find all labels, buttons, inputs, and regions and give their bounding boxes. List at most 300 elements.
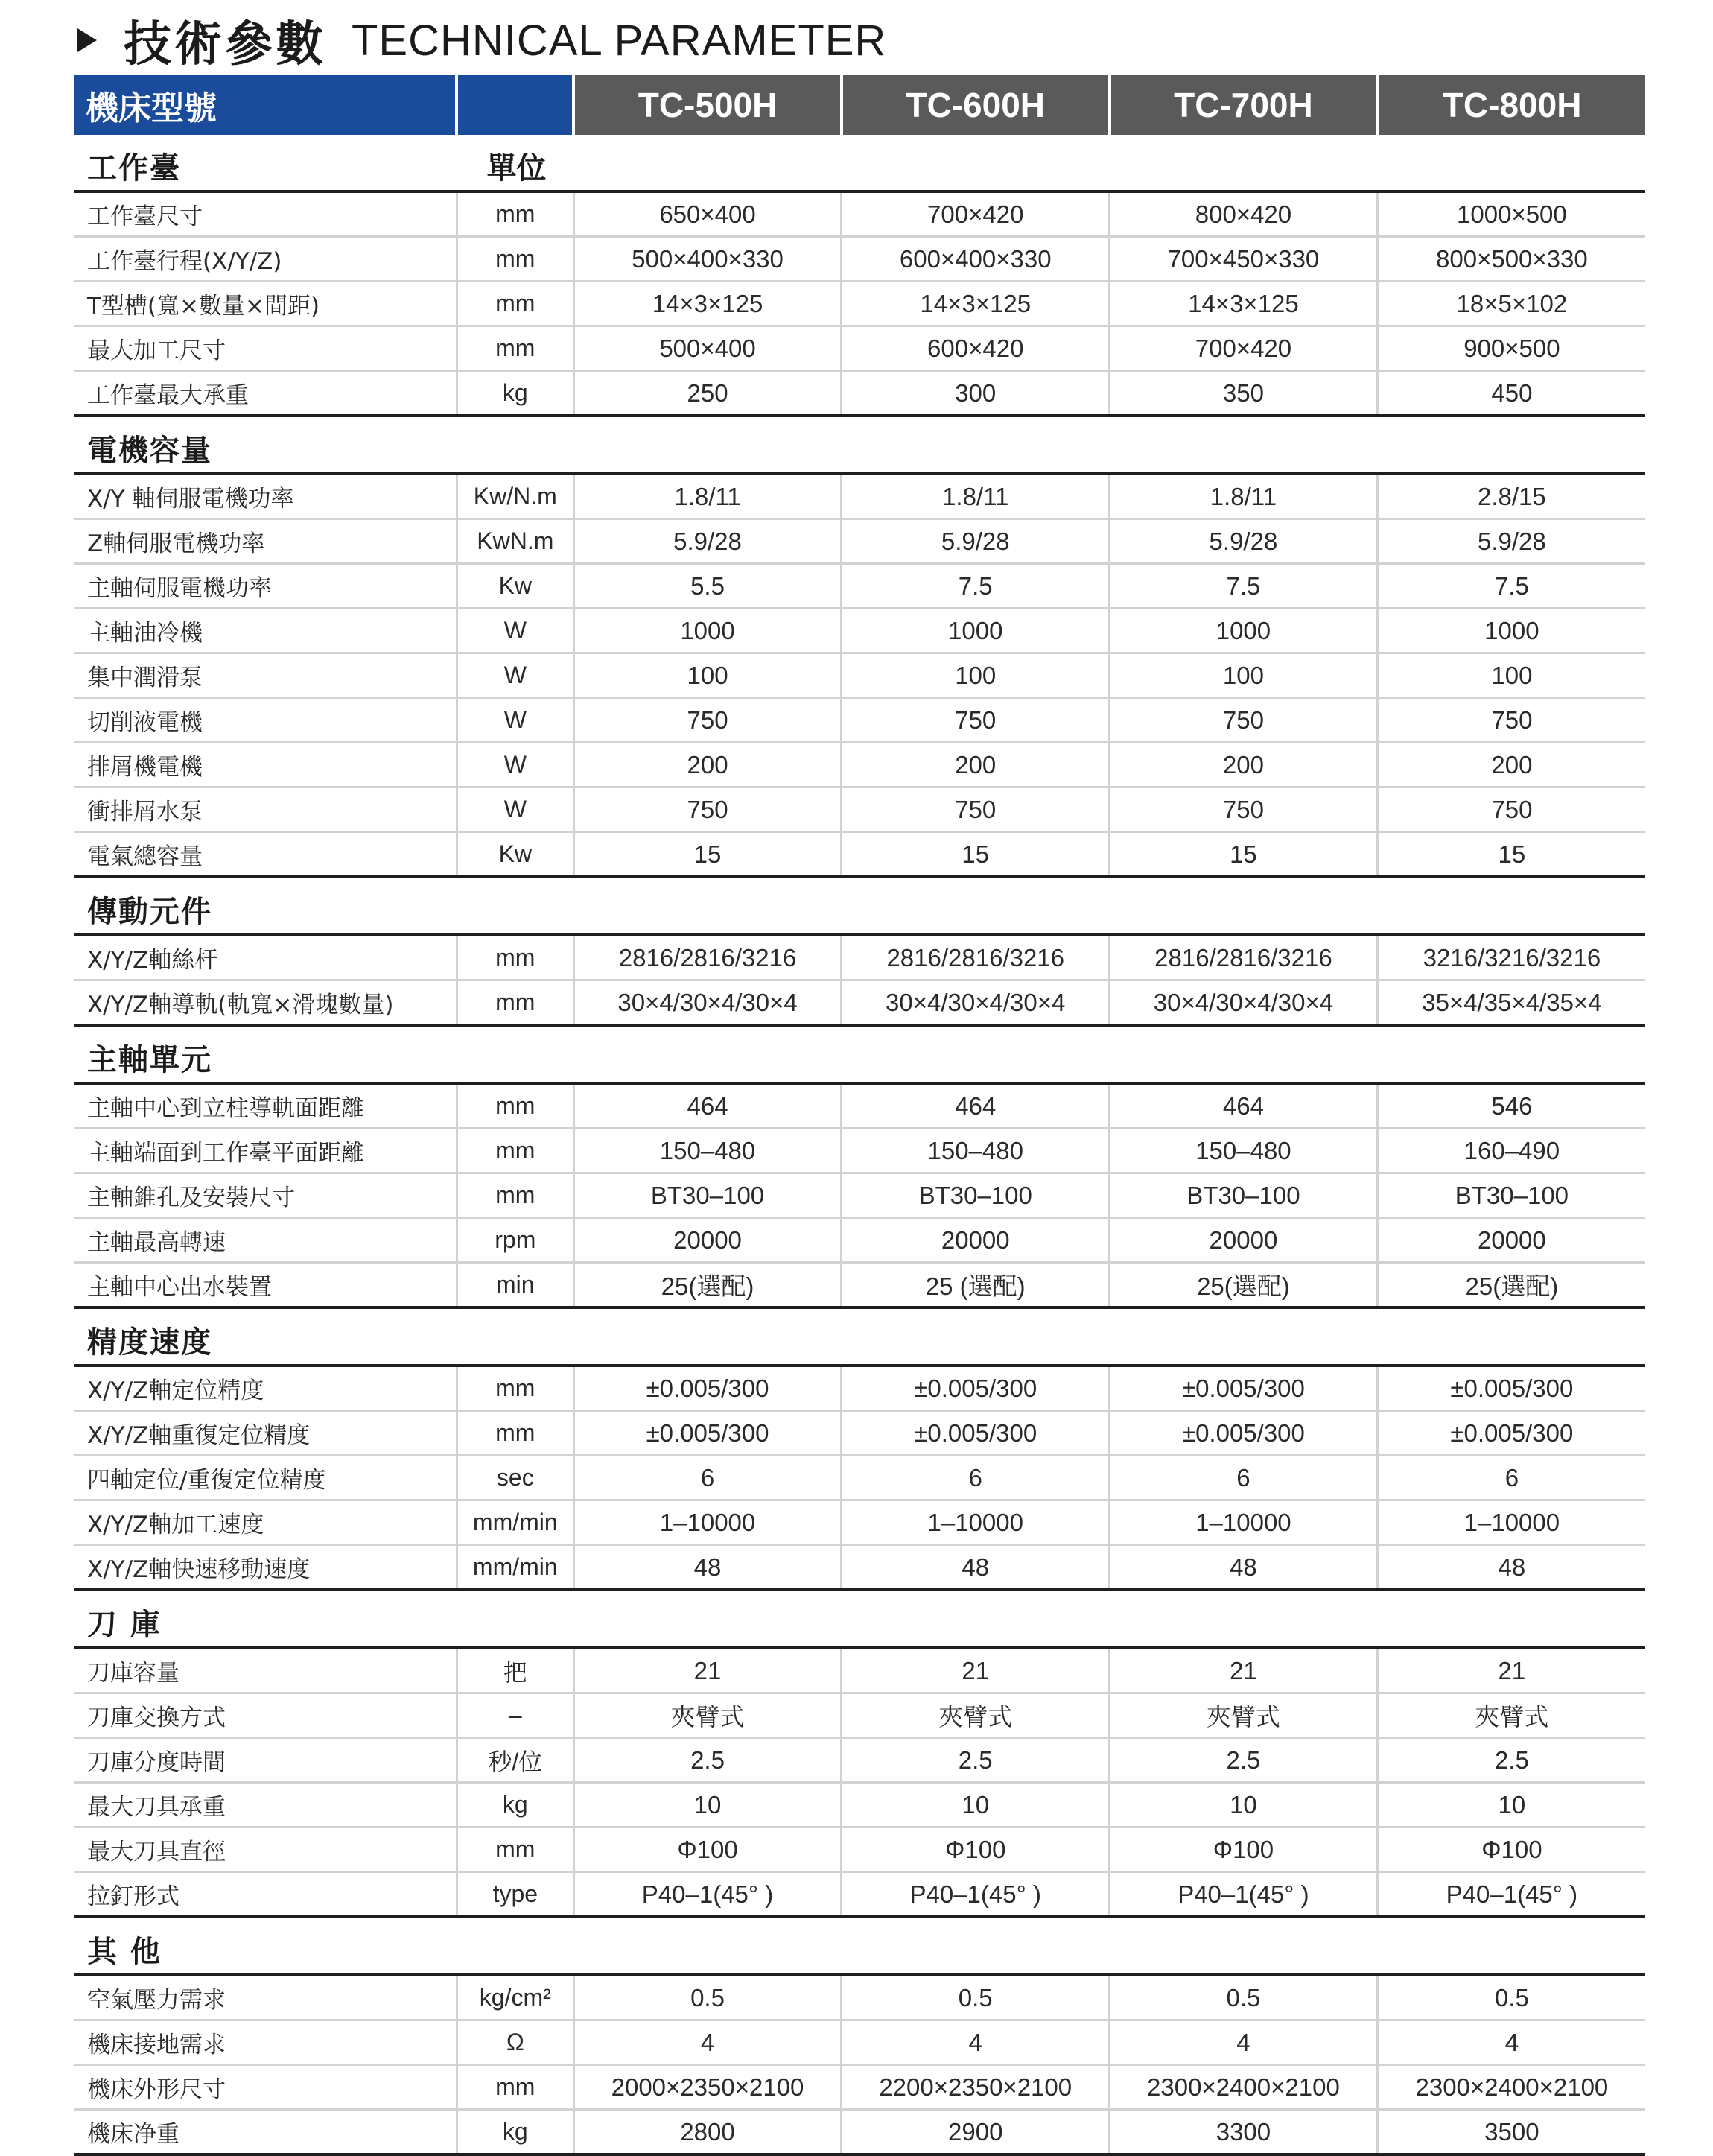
param-unit: W	[457, 609, 573, 653]
param-label: 切削液電機	[74, 698, 457, 743]
section-header-row	[74, 1307, 1645, 1366]
param-value: 10	[1110, 1783, 1378, 1827]
param-label: 集中潤滑泵	[74, 653, 457, 698]
param-value: BT30–100	[1110, 1173, 1378, 1218]
param-value: 1000×500	[1377, 191, 1645, 237]
param-value: ±0.005/300	[842, 1411, 1110, 1456]
param-value: 2.5	[573, 1738, 842, 1783]
param-unit: mm	[457, 1827, 573, 1872]
table-row	[74, 980, 1645, 1026]
table-row	[74, 1738, 1645, 1783]
param-value: 100	[1110, 653, 1378, 698]
param-value: 4	[573, 2020, 842, 2065]
param-value: 48	[1110, 1545, 1378, 1591]
param-value: 750	[842, 787, 1110, 832]
table-row	[74, 371, 1645, 416]
param-value: 2300×2400×2100	[1110, 2065, 1378, 2110]
param-value: 750	[573, 698, 842, 743]
section-header-row	[74, 1917, 1645, 1975]
param-value: BT30–100	[573, 1173, 842, 1218]
param-label: 最大刀具承重	[74, 1783, 457, 1827]
param-unit: mm	[457, 1083, 573, 1129]
param-value: 600×400×330	[842, 237, 1110, 282]
param-unit: rpm	[457, 1218, 573, 1263]
spec-table	[74, 75, 1645, 2156]
header-unit-cell	[457, 75, 573, 135]
param-value: 25(選配)	[1377, 1263, 1645, 1308]
param-label: 機床接地需求	[74, 2020, 457, 2065]
param-label: 主軸伺服電機功率	[74, 564, 457, 609]
param-value: 600×420	[842, 326, 1110, 371]
param-unit: mm	[457, 191, 573, 237]
param-value: ±0.005/300	[842, 1366, 1110, 1411]
param-value: 35×4/35×4/35×4	[1377, 980, 1645, 1026]
param-value: 900×500	[1377, 326, 1645, 371]
param-unit: mm	[457, 1366, 573, 1411]
param-value: 2800	[573, 2110, 842, 2155]
unit-column-header: 單位	[486, 151, 547, 186]
param-label: 主軸中心到立柱導軌面距離	[74, 1083, 457, 1129]
table-row	[74, 1693, 1645, 1738]
section-filler-cell	[573, 1307, 1645, 1366]
table-row	[74, 2020, 1645, 2065]
param-unit: sec	[457, 1456, 573, 1500]
param-value: ±0.005/300	[573, 1411, 842, 1456]
param-label: 工作臺行程(X/Y/Z)	[74, 237, 457, 282]
page-title	[77, 6, 886, 74]
param-value: Φ100	[1110, 1827, 1378, 1872]
param-unit: mm	[457, 1411, 573, 1456]
table-row	[74, 2110, 1645, 2155]
param-value: 700×450×330	[1110, 237, 1378, 282]
param-label: 機床净重	[74, 2110, 457, 2155]
param-unit: Kw	[457, 564, 573, 609]
param-value: 0.5	[1110, 1975, 1378, 2020]
param-value: 750	[1377, 698, 1645, 743]
table-row	[74, 1411, 1645, 1456]
table-row	[74, 2065, 1645, 2110]
param-value: 350	[1110, 371, 1378, 416]
param-value: 6	[1377, 1456, 1645, 1500]
table-row	[74, 935, 1645, 980]
param-value: 650×400	[573, 191, 842, 237]
param-value: 2000×2350×2100	[573, 2065, 842, 2110]
table-row	[74, 1872, 1645, 1918]
param-value: 48	[573, 1545, 842, 1591]
param-value: 200	[1110, 743, 1378, 787]
param-unit: Kw	[457, 832, 573, 878]
table-row	[74, 519, 1645, 564]
param-value: 21	[1110, 1648, 1378, 1693]
param-value: 夾臂式	[573, 1693, 842, 1738]
param-value: 15	[1110, 832, 1378, 878]
param-value: 14×3×125	[1110, 282, 1378, 326]
table-row	[74, 1975, 1645, 2020]
param-value: 200	[573, 743, 842, 787]
param-value: 夾臂式	[1377, 1693, 1645, 1738]
param-value: 750	[1110, 787, 1378, 832]
param-value: 500×400×330	[573, 237, 842, 282]
param-value: 21	[842, 1648, 1110, 1693]
param-value: 4	[1110, 2020, 1378, 2065]
param-label: X/Y/Z軸定位精度	[74, 1366, 457, 1411]
table-row	[74, 564, 1645, 609]
section-title-cell	[74, 1307, 457, 1366]
table-row	[74, 832, 1645, 878]
param-value: 200	[1377, 743, 1645, 787]
section-header-row	[74, 877, 1645, 935]
param-value: 250	[573, 371, 842, 416]
param-value: 7.5	[1110, 564, 1378, 609]
param-value: P40–1(45° )	[1377, 1872, 1645, 1918]
param-unit: kg	[457, 371, 573, 416]
param-value: 20000	[1110, 1218, 1378, 1263]
param-value: 25 (選配)	[842, 1263, 1110, 1308]
param-label: Z軸伺服電機功率	[74, 519, 457, 564]
param-value: 5.9/28	[842, 519, 1110, 564]
table-row	[74, 1083, 1645, 1129]
table-row	[74, 1827, 1645, 1872]
param-unit: mm	[457, 2065, 573, 2110]
section-title: 傳動元件	[87, 895, 212, 929]
param-unit: Ω	[457, 2020, 573, 2065]
section-title: 工作臺	[87, 151, 181, 186]
param-value: 0.5	[573, 1975, 842, 2020]
title-chinese: 技術參數	[124, 17, 326, 72]
param-value: ±0.005/300	[1110, 1411, 1378, 1456]
param-value: 4	[1377, 2020, 1645, 2065]
param-unit: mm	[457, 1173, 573, 1218]
param-value: 6	[842, 1456, 1110, 1500]
section-filler-cell	[573, 416, 1645, 474]
section-filler-cell	[573, 1590, 1645, 1648]
table-row	[74, 698, 1645, 743]
param-value: 15	[1377, 832, 1645, 878]
param-value: 100	[573, 653, 842, 698]
table-row	[74, 474, 1645, 519]
title-english: TECHNICAL PARAMETER	[352, 16, 887, 65]
param-value: 200	[842, 743, 1110, 787]
param-label: 工作臺尺寸	[74, 191, 457, 237]
param-value: 150–480	[573, 1129, 842, 1173]
param-value: BT30–100	[1377, 1173, 1645, 1218]
section-unit-cell	[457, 1025, 573, 1083]
param-unit: kg	[457, 2110, 573, 2155]
param-value: 1.8/11	[573, 474, 842, 519]
param-value: 15	[842, 832, 1110, 878]
section-title: 主軸單元	[87, 1043, 212, 1077]
param-value: P40–1(45° )	[1110, 1872, 1378, 1918]
param-value: 1.8/11	[842, 474, 1110, 519]
param-value: 5.5	[573, 564, 842, 609]
param-unit: Kw/N.m	[457, 474, 573, 519]
unit-column-header	[457, 1079, 573, 1082]
param-label: 主軸中心出水裝置	[74, 1263, 457, 1308]
param-unit: min	[457, 1263, 573, 1308]
param-value: 1000	[1377, 609, 1645, 653]
param-value: 2816/2816/3216	[842, 935, 1110, 980]
table-row	[74, 1648, 1645, 1693]
param-unit: mm	[457, 1129, 573, 1173]
param-value: P40–1(45° )	[842, 1872, 1110, 1918]
section-unit-cell	[457, 877, 573, 935]
table-body	[74, 135, 1645, 2155]
param-value: 3300	[1110, 2110, 1378, 2155]
section-title-cell	[74, 1590, 457, 1648]
section-title-cell	[74, 877, 457, 935]
param-value: 14×3×125	[573, 282, 842, 326]
param-label: 主軸最高轉速	[74, 1218, 457, 1263]
section-header-row	[74, 416, 1645, 474]
param-value: 0.5	[1377, 1975, 1645, 2020]
param-value: 夾臂式	[1110, 1693, 1378, 1738]
param-value: 10	[842, 1783, 1110, 1827]
param-unit: kg	[457, 1783, 573, 1827]
param-label: 排屑機電機	[74, 743, 457, 787]
param-value: 18×5×102	[1377, 282, 1645, 326]
param-value: 6	[573, 1456, 842, 1500]
section-header-row	[74, 135, 1645, 191]
table-row	[74, 326, 1645, 371]
param-value: 2.8/15	[1377, 474, 1645, 519]
param-value: 21	[1377, 1648, 1645, 1693]
section-title-cell	[74, 416, 457, 474]
param-value: 750	[842, 698, 1110, 743]
param-value: 7.5	[1377, 564, 1645, 609]
param-label: 衝排屑水泵	[74, 787, 457, 832]
header-label: 機床型號	[74, 75, 457, 135]
param-value: 48	[842, 1545, 1110, 1591]
param-unit: mm	[457, 237, 573, 282]
param-value: 800×420	[1110, 191, 1378, 237]
param-value: 1.8/11	[1110, 474, 1378, 519]
header-model: TC-500H	[573, 75, 842, 135]
header-model: TC-700H	[1110, 75, 1378, 135]
param-value: 1000	[842, 609, 1110, 653]
unit-column-header	[457, 1643, 573, 1646]
param-value: 7.5	[842, 564, 1110, 609]
param-label: X/Y/Z軸絲杆	[74, 935, 457, 980]
param-label: 主軸油冷機	[74, 609, 457, 653]
param-value: 500×400	[573, 326, 842, 371]
section-title: 精度速度	[87, 1325, 212, 1360]
table-row	[74, 653, 1645, 698]
table-row	[74, 1173, 1645, 1218]
param-value: 2.5	[1377, 1738, 1645, 1783]
param-label: X/Y/Z軸加工速度	[74, 1500, 457, 1545]
param-value: 30×4/30×4/30×4	[573, 980, 842, 1026]
param-value: P40–1(45° )	[573, 1872, 842, 1918]
param-value: 6	[1110, 1456, 1378, 1500]
param-unit: KwN.m	[457, 519, 573, 564]
param-value: 夾臂式	[842, 1693, 1110, 1738]
param-value: 4	[842, 2020, 1110, 2065]
param-value: BT30–100	[842, 1173, 1110, 1218]
param-value: Φ100	[573, 1827, 842, 1872]
param-value: 3500	[1377, 2110, 1645, 2155]
param-value: 2816/2816/3216	[1110, 935, 1378, 980]
param-value: 15	[573, 832, 842, 878]
table-row	[74, 1783, 1645, 1827]
section-title-cell	[74, 1025, 457, 1083]
table-header	[74, 75, 1645, 135]
param-value: 800×500×330	[1377, 237, 1645, 282]
param-value: 14×3×125	[842, 282, 1110, 326]
param-unit: mm/min	[457, 1500, 573, 1545]
param-value: ±0.005/300	[1377, 1366, 1645, 1411]
param-label: X/Y 軸伺服電機功率	[74, 474, 457, 519]
param-value: 0.5	[842, 1975, 1110, 2020]
table-row	[74, 1218, 1645, 1263]
param-value: 750	[1377, 787, 1645, 832]
param-unit: mm	[457, 935, 573, 980]
param-label: X/Y/Z軸重復定位精度	[74, 1411, 457, 1456]
unit-column-header	[457, 469, 573, 472]
param-unit: mm/min	[457, 1545, 573, 1591]
header-model: TC-600H	[842, 75, 1110, 135]
param-value: 20000	[1377, 1218, 1645, 1263]
table-row	[74, 1366, 1645, 1411]
param-value: 700×420	[1110, 326, 1378, 371]
param-unit: mm	[457, 326, 573, 371]
param-label: 最大加工尺寸	[74, 326, 457, 371]
param-unit: W	[457, 698, 573, 743]
table-row	[74, 787, 1645, 832]
param-value: 1000	[1110, 609, 1378, 653]
param-value: 750	[573, 787, 842, 832]
param-label: T型槽(寬×數量×間距)	[74, 282, 457, 326]
param-value: 100	[842, 653, 1110, 698]
param-value: 5.9/28	[1377, 519, 1645, 564]
section-unit-cell	[457, 1590, 573, 1648]
param-label: 四軸定位/重復定位精度	[74, 1456, 457, 1500]
param-label: 工作臺最大承重	[74, 371, 457, 416]
section-title-cell	[74, 135, 457, 191]
param-value: 464	[842, 1083, 1110, 1129]
param-value: 300	[842, 371, 1110, 416]
section-header-row	[74, 1025, 1645, 1083]
param-value: 30×4/30×4/30×4	[842, 980, 1110, 1026]
table-row	[74, 609, 1645, 653]
param-unit: 秒/位	[457, 1738, 573, 1783]
param-unit: W	[457, 743, 573, 787]
param-value: 30×4/30×4/30×4	[1110, 980, 1378, 1026]
param-value: 21	[573, 1648, 842, 1693]
table-row	[74, 282, 1645, 326]
triangle-arrow-icon	[77, 28, 97, 52]
param-value: 20000	[842, 1218, 1110, 1263]
param-label: 最大刀具直徑	[74, 1827, 457, 1872]
param-label: 電氣總容量	[74, 832, 457, 878]
param-unit: 把	[457, 1648, 573, 1693]
param-value: 750	[1110, 698, 1378, 743]
section-title-cell	[74, 1917, 457, 1975]
param-label: X/Y/Z軸快速移動速度	[74, 1545, 457, 1591]
param-label: 主軸端面到工作臺平面距離	[74, 1129, 457, 1173]
section-header-row	[74, 1590, 1645, 1648]
section-title: 其 他	[87, 1935, 162, 1969]
param-value: 48	[1377, 1545, 1645, 1591]
param-unit: mm	[457, 282, 573, 326]
unit-column-header	[457, 930, 573, 933]
param-value: 5.9/28	[573, 519, 842, 564]
section-filler-cell	[573, 1917, 1645, 1975]
table-row	[74, 1129, 1645, 1173]
section-filler-cell	[573, 877, 1645, 935]
param-value: 2200×2350×2100	[842, 2065, 1110, 2110]
param-value: 1000	[573, 609, 842, 653]
param-label: 刀庫交換方式	[74, 1693, 457, 1738]
param-value: 464	[573, 1083, 842, 1129]
param-value: ±0.005/300	[1377, 1411, 1645, 1456]
param-value: 2300×2400×2100	[1377, 2065, 1645, 2110]
param-label: 主軸錐孔及安裝尺寸	[74, 1173, 457, 1218]
param-label: 刀庫容量	[74, 1648, 457, 1693]
param-value: 700×420	[842, 191, 1110, 237]
section-unit-cell	[457, 416, 573, 474]
param-value: 2.5	[1110, 1738, 1378, 1783]
param-unit: –	[457, 1693, 573, 1738]
table-row	[74, 1263, 1645, 1308]
param-value: 150–480	[842, 1129, 1110, 1173]
param-value: 160–490	[1377, 1129, 1645, 1173]
param-value: 20000	[573, 1218, 842, 1263]
param-value: 5.9/28	[1110, 519, 1378, 564]
param-value: 546	[1377, 1083, 1645, 1129]
table-row	[74, 743, 1645, 787]
header-row	[74, 75, 1645, 135]
table-row	[74, 237, 1645, 282]
param-label: 刀庫分度時間	[74, 1738, 457, 1783]
param-label: X/Y/Z軸導軌(軌寬×滑塊數量)	[74, 980, 457, 1026]
param-value: 1–10000	[842, 1500, 1110, 1545]
param-label: 機床外形尺寸	[74, 2065, 457, 2110]
param-value: 1–10000	[1110, 1500, 1378, 1545]
param-value: ±0.005/300	[573, 1366, 842, 1411]
param-unit: W	[457, 787, 573, 832]
param-value: Φ100	[1377, 1827, 1645, 1872]
param-value: 2816/2816/3216	[573, 935, 842, 980]
header-model: TC-800H	[1377, 75, 1645, 135]
unit-column-header	[457, 1970, 573, 1973]
param-value: 464	[1110, 1083, 1378, 1129]
param-unit: W	[457, 653, 573, 698]
param-value: 10	[1377, 1783, 1645, 1827]
param-value: ±0.005/300	[1110, 1366, 1378, 1411]
param-value: 2900	[842, 2110, 1110, 2155]
param-unit: mm	[457, 980, 573, 1026]
section-unit-cell	[457, 1307, 573, 1366]
param-unit: type	[457, 1872, 573, 1918]
param-label: 拉釘形式	[74, 1872, 457, 1918]
param-unit: kg/cm²	[457, 1975, 573, 2020]
section-filler-cell	[573, 1025, 1645, 1083]
param-value: 100	[1377, 653, 1645, 698]
section-filler-cell	[573, 135, 1645, 191]
param-value: 150–480	[1110, 1129, 1378, 1173]
section-title: 刀 庫	[87, 1608, 162, 1642]
param-value: 10	[573, 1783, 842, 1827]
param-value: 25(選配)	[1110, 1263, 1378, 1308]
table-row	[74, 1500, 1645, 1545]
section-unit-cell	[457, 135, 573, 191]
param-value: 2.5	[842, 1738, 1110, 1783]
param-value: 3216/3216/3216	[1377, 935, 1645, 980]
param-value: 25(選配)	[573, 1263, 842, 1308]
table-row	[74, 1456, 1645, 1500]
table-row	[74, 1545, 1645, 1591]
param-label: 空氣壓力需求	[74, 1975, 457, 2020]
